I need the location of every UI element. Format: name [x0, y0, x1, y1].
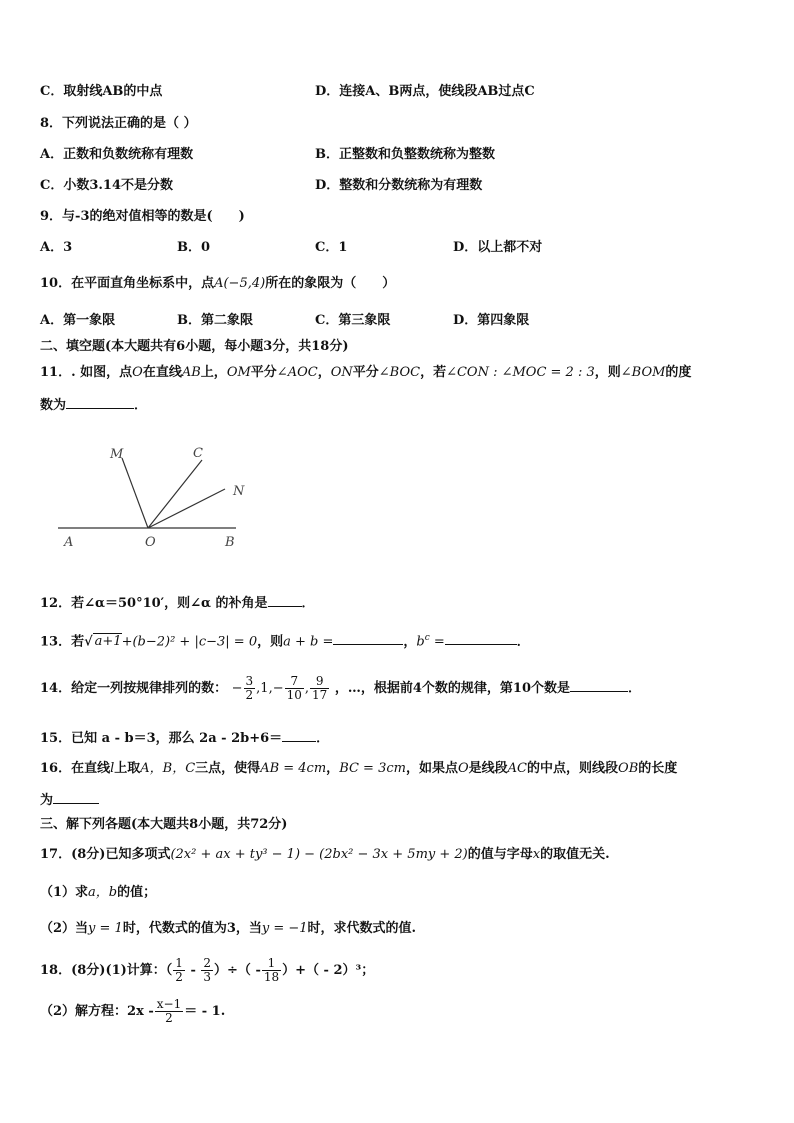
sequence: − $\frac{3}{2}$ ,1,− $\frac{7}{10}$ , $\frac{9}{17}$	[231, 674, 328, 702]
label-n: N	[233, 484, 245, 499]
answer-blank[interactable]	[268, 594, 302, 607]
ray-om	[122, 458, 148, 528]
q8-option-c: C．小数3.14不是分数	[40, 178, 174, 193]
q9-option-c: C．1	[315, 240, 348, 255]
answer-blank[interactable]	[445, 632, 517, 645]
q10-stem: 10．在平面直角坐标系中，点A(−5,4)所在的象限为（ ）	[40, 276, 396, 291]
fraction: $\frac{3}{2}$	[245, 674, 254, 702]
q16-line2: 为	[40, 791, 99, 810]
q9-option-d: D．以上都不对	[453, 240, 543, 255]
q9-stem: 9．与-3的绝对值相等的数是( )	[40, 209, 245, 224]
label-a: A	[64, 535, 74, 550]
fraction: $\frac{9}{17}$	[312, 674, 328, 702]
answer-blank[interactable]	[570, 679, 628, 692]
answer-blank[interactable]	[333, 632, 403, 645]
q7-option-d: D．连接A、B两点，使线段AB过点C	[315, 84, 535, 99]
angle-figure	[50, 440, 250, 552]
fraction: $\frac{1}{2}$	[175, 956, 183, 984]
q12: 12．若∠α＝50°10′，则∠α 的补角是 ．	[40, 596, 315, 611]
answer-blank[interactable]	[282, 729, 316, 742]
q11-line2: 数为 ．	[40, 398, 148, 413]
label-b: B	[225, 535, 235, 550]
q10-option-c: C．第三象限	[315, 313, 391, 328]
q18-part1: 18．(8分)(1)计算：（ $\frac{1}{2}$ - $\frac{2}{3}$ ）÷（ - $\frac{1}{18}$ ）+（ - 2）³；	[40, 956, 375, 984]
q18-part2: （2）解方程：2x - $\frac{x-1}{2}$ ＝ - 1.	[40, 997, 226, 1025]
fraction: $\frac{2}{3}$	[203, 956, 212, 984]
section-2-heading: 二、填空题(本大题共有6小题，每小题3分，共18分)	[40, 339, 349, 354]
q17-stem: 17．(8分)已知多项式(2x² + ax + ty³ − 1) − (2bx² − 3x + 5my + 2)的值与字母x的取值无关.	[40, 847, 610, 862]
section-3-heading: 三、解下列各题(本大题共8小题，共72分)	[40, 817, 288, 832]
fraction: $\frac{7}{10}$	[286, 674, 302, 702]
q17-part2: （2）当y = 1时，代数式的值为3，当y = −1时，求代数式的值.	[40, 921, 417, 936]
fraction: $\frac{x-1}{2}$	[156, 997, 182, 1025]
q9-option-a: A．3	[40, 240, 73, 255]
q17-part1: （1）求a，b的值；	[40, 885, 157, 900]
fraction: $\frac{1}{18}$	[263, 956, 280, 984]
q15: 15．已知 a - b＝3，那么 2a - 2b+6＝ ．	[40, 731, 330, 746]
q8-option-b: B．正整数和负整数统称为整数	[315, 147, 495, 162]
label-c: C	[193, 446, 203, 461]
q10-point: A(−5,4)	[214, 276, 266, 291]
q9-option-b: B．0	[177, 240, 211, 255]
q8-stem: 8．下列说法正确的是（ ）	[40, 116, 197, 131]
q13: 13．若√ a+1+(b−2)² + |c−3| = 0，则a + b = ，$b^c$ = ．	[40, 633, 530, 650]
answer-blank[interactable]	[66, 396, 134, 409]
label-o: O	[145, 535, 156, 550]
q8-option-a: A．正数和负数统称有理数	[40, 147, 194, 162]
answer-blank[interactable]	[53, 791, 99, 804]
q7-option-c: C．取射线AB的中点	[40, 84, 163, 99]
q8-option-d: D．整数和分数统称为有理数	[315, 178, 483, 193]
q11-line1: 11．. 如图，点O在直线AB上，OM平分∠AOC，ON平分∠BOC，若∠CON : ∠MOC = 2 : 3，则∠BOM的度	[40, 365, 692, 380]
q14: 14．给定一列按规律排列的数： − $\frac{3}{2}$ ,1,− $\frac{7}{10}$ , $\frac{9}{17}$ ，…，根据前4个数的规律，第10个数是 ．	[40, 674, 642, 702]
q10-option-b: B．第二象限	[177, 313, 253, 328]
ray-on	[148, 489, 225, 528]
q16-line1: 16．在直线l上取A，B，C三点，使得AB = 4cm，BC = 3cm，如果点O是线段AC的中点，则线段OB的长度	[40, 761, 678, 776]
label-m: M	[110, 447, 124, 462]
q10-option-d: D．第四象限	[453, 313, 530, 328]
q10-option-a: A．第一象限	[40, 313, 116, 328]
ray-oc	[148, 460, 202, 528]
